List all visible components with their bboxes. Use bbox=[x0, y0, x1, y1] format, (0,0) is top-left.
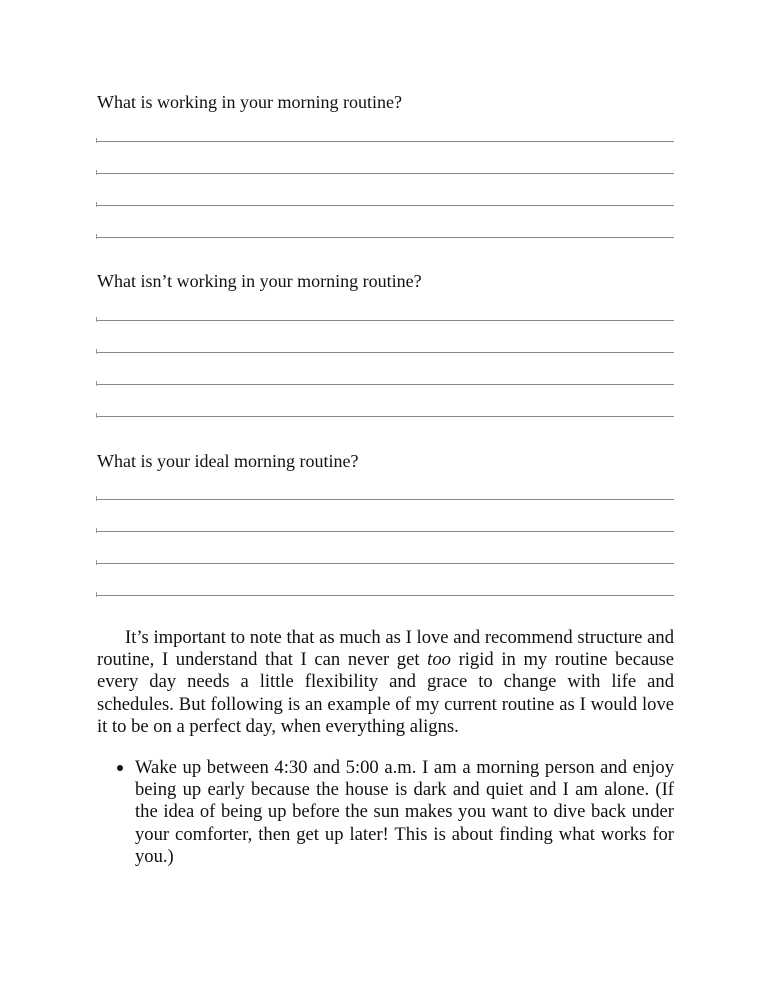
answer-line bbox=[97, 141, 674, 142]
answer-line bbox=[97, 173, 674, 174]
question-ideal: What is your ideal morning routine? bbox=[97, 451, 359, 471]
answer-line bbox=[97, 320, 674, 321]
bullet-icon bbox=[117, 765, 123, 771]
answer-line bbox=[97, 531, 674, 532]
paragraph-emphasis: too bbox=[427, 649, 451, 671]
question-not-working: What isn’t working in your morning routine? bbox=[97, 271, 422, 291]
answer-line bbox=[97, 237, 674, 238]
answer-line bbox=[97, 352, 674, 353]
answer-line bbox=[97, 595, 674, 596]
answer-line bbox=[97, 499, 674, 500]
answer-line bbox=[97, 416, 674, 417]
list-item-text: Wake up between 4:30 and 5:00 a.m. I am a morning person and enjoy being up early because the house is dark and quiet and I am alone. (If the idea of being up before the sun makes you want to dive back under your comforter, then get up later! This is about finding what works for you.) bbox=[135, 757, 674, 867]
routine-list bbox=[117, 757, 674, 868]
answer-line bbox=[97, 384, 674, 385]
paragraph-text-start: It’s important to note that as much as I love and recommend structure and routine, I understand that I can never get bbox=[97, 627, 674, 671]
intro-paragraph bbox=[97, 627, 674, 738]
question-working: What is working in your morning routine? bbox=[97, 92, 402, 112]
list-item bbox=[117, 757, 674, 868]
paragraph-text-end: rigid in my routine because every day needs a little flexibility and grace to change with life and schedules. But following is an example of my current routine as I would love it to be on a perfect day, when everything aligns. bbox=[97, 649, 675, 737]
answer-line bbox=[97, 205, 674, 206]
answer-line bbox=[97, 563, 674, 564]
